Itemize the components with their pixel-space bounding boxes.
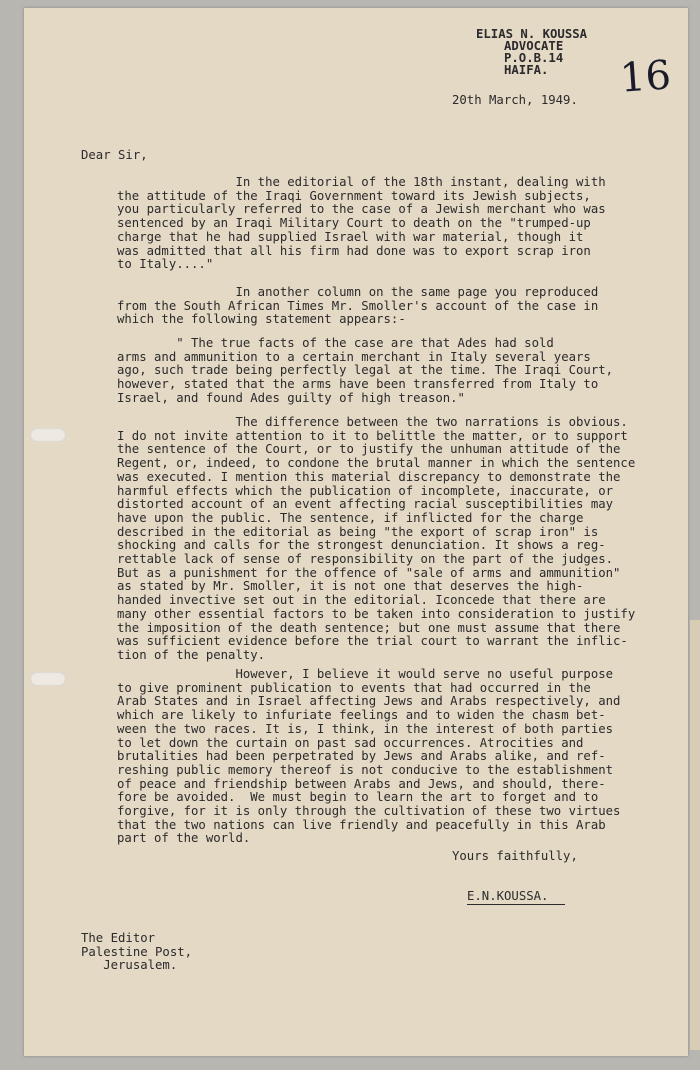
addressee-block: The Editor Palestine Post, Jerusalem.	[81, 931, 193, 973]
letterhead-title: ADVOCATE	[504, 39, 564, 53]
signature-underline	[467, 904, 565, 905]
punch-hole	[30, 428, 66, 442]
handwritten-page-number: 16	[618, 52, 673, 102]
paragraph-2: In another column on the same page you reproduced from the South African Times Mr. Smoller's account of the case in which the following statement appears:-	[117, 285, 599, 327]
letterhead-pobox: P.O.B.14	[504, 51, 564, 65]
salutation: Dear Sir,	[81, 148, 148, 162]
letterhead-name: ELIAS N. KOUSSA	[476, 27, 588, 41]
punch-hole	[30, 672, 66, 686]
paper-edge-strip	[690, 620, 700, 1050]
typed-signature: E.N.KOUSSA.	[467, 889, 549, 903]
letterhead-city: HAIFA.	[504, 63, 549, 77]
letter-date: 20th March, 1949.	[452, 93, 578, 107]
paragraph-3: The difference between the two narrations is obvious. I do not invite attention to it to belittle the matter, or to support the sentence of the Court, or to justify the unhuman attitude of the Regent, or, indeed, to condone the brutal manner in which the sentence was executed. I mention this material discrepancy to demonstrate the harmful effects which the publication of incomplete, inaccurate, or distorted account of an event affecting racial susceptibilities may have upon the public. The sentence, if inflicted for the charge described in the editorial as being "the export of scrap iron" is shocking and calls for the strongest denunciation. It shows a reg- rettable lack of sense of responsibility on the part of the judges. But as a punishment for the offence of "sale of arms and ammunition" as stated by Mr. Smoller, it is not one that deserves the high- handed invective set out in the editorial. Iconcede that there are many other essential factors to be taken into consideration to justify the imposition of the death sentence; but one must assume that there was sufficient evidence before the trial court to warrant the inflic- tion of the penalty.	[117, 415, 636, 662]
paragraph-1: In the editorial of the 18th instant, dealing with the attitude of the Iraqi Government toward its Jewish subjects, you particularly referred to the case of a Jewish merchant who was sentenced by an Iraqi Military Court to death on the "trumped-up charge that he had supplied Israel with war material, though it was admitted that all his firm had done was to export scrap iron to Italy...."	[117, 175, 606, 272]
block-quote: " The true facts of the case are that Ades had sold arms and ammunition to a certain merchant in Italy several years ago, such trade being perfectly legal at the time. The Iraqi Court, however, stated that the arms have been transferred from Italy to Israel, and found Ades guilty of high treason."	[117, 336, 614, 405]
paragraph-4: However, I believe it would serve no useful purpose to give prominent publication to events that had occurred in the Arab States and in Israel affecting Jews and Arabs respectively, and which are likely to infuriate feelings and to widen the chasm bet- ween the two races. It is, I think, in the interest of both parties to let down the curtain on past sad occurrences. Atrocities and brutalities had been perpetrated by Jews and Arabs alike, and ref- reshing public memory thereof is not conducive to the establishment of peace and friendship between Arabs and Jews, and should, there- fore be avoided. We must begin to learn the art to forget and to forgive, for it is only through the cultivation of these two virtues that the two nations can live friendly and peacefully in this Arab part of the world.	[117, 667, 621, 846]
complimentary-closing: Yours faithfully,	[452, 849, 578, 863]
